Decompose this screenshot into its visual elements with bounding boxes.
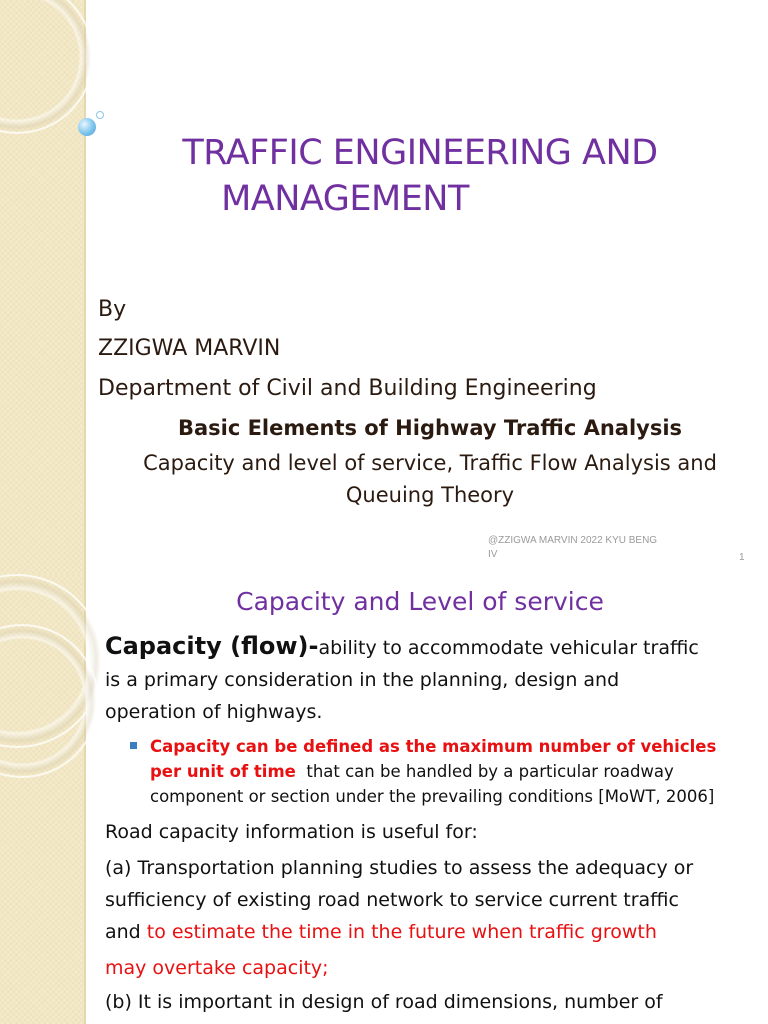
bullet-icon	[130, 742, 137, 749]
presentation-title	[100, 130, 740, 222]
bullet-line-3: component or section under the prevailing conditions [MoWT, 2006]	[150, 787, 715, 806]
footer-line-1: @ZZIGWA MARVIN 2022 KYU BENG	[488, 535, 658, 546]
subtitle-line-2: Queuing Theory	[345, 483, 515, 507]
author-name: ZZIGWA MARVIN	[98, 336, 281, 361]
item-b: (b) It is important in design of road dimensions, number of	[105, 991, 663, 1013]
item-a-line-2: sufficiency of existing road network to service current traffic	[105, 889, 679, 911]
item-a-line-3-start: and	[105, 921, 141, 943]
slide-footer	[488, 534, 748, 562]
item-a	[105, 852, 760, 984]
subtitle-line-1: Capacity and level of service, Traffic Flow Analysis and	[143, 451, 717, 475]
capacity-definition	[105, 630, 760, 728]
subtitle-bold: Basic Elements of Highway Traffic Analysis	[177, 416, 683, 440]
capacity-term: Capacity (flow)-	[105, 632, 319, 660]
page-number: 1	[739, 552, 745, 563]
item-a-line-3-red: to estimate the time in the future when traffic growth	[146, 921, 657, 943]
capacity-bullet	[150, 734, 760, 809]
item-a-line-4-red: may overtake capacity;	[105, 957, 329, 979]
item-a-line-1: (a) Transportation planning studies to assess the adequacy or	[105, 857, 694, 879]
blue-bubble-icon	[78, 118, 96, 136]
content-slide	[0, 574, 768, 1024]
useful-for-heading: Road capacity information is useful for:	[105, 821, 478, 843]
bullet-line-2-rest: that can be handled by a particular roadway	[306, 762, 674, 781]
small-bubble-icon	[96, 111, 104, 119]
title-line-1: TRAFFIC ENGINEERING AND	[182, 133, 658, 173]
title-line-2: MANAGEMENT	[221, 179, 469, 219]
bullet-red-line-2: per unit of time	[150, 762, 296, 781]
capacity-def-line-2: is a primary consideration in the planning, design and	[105, 669, 620, 691]
footer-line-2: IV	[488, 549, 498, 560]
capacity-def-line-3: operation of highways.	[105, 701, 323, 723]
by-label: By	[98, 297, 127, 322]
capacity-def-line-1: ability to accommodate vehicular traffic	[318, 637, 699, 659]
department-name: Department of Civil and Building Engineering	[98, 376, 597, 401]
slide-title: Capacity and Level of service	[236, 587, 604, 616]
bullet-red-line-1: Capacity can be defined as the maximum number of vehicles	[150, 737, 717, 756]
